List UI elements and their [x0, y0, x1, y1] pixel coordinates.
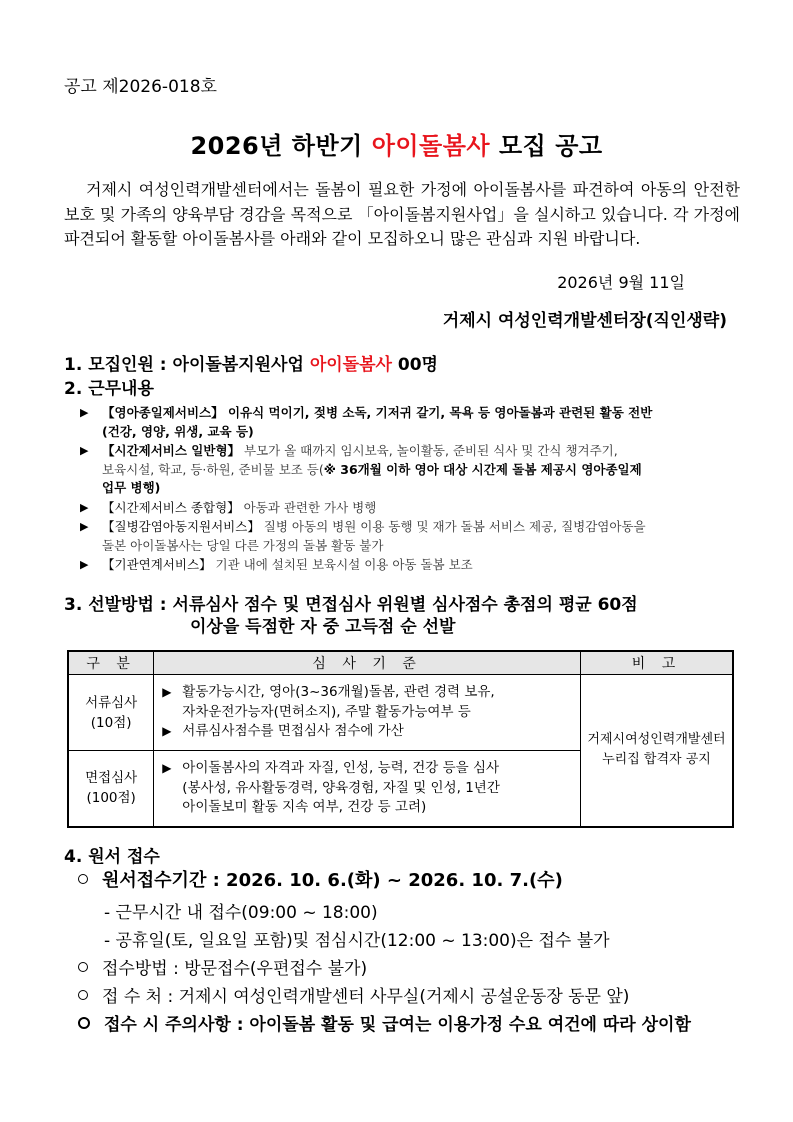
duty-tag: 【질병감염아동지원서비스】	[102, 519, 260, 534]
duty-text: 돌본 아이돌봄사는 당일 다른 가정의 돌봄 활동 불가	[102, 537, 384, 553]
application-sub: - 근무시간 내 접수(09:00 ~ 18:00)	[104, 903, 378, 923]
application-details	[64, 866, 744, 1046]
intro-text: 거제시 여성인력개발센터에서는 돌봄이 필요한 가정에 아이돌봄사를 파견하여 아동의 안전한 보호 및 가족의 양육부담 경감을 목적으로 「아이돌봄지원사업」을 실시하고 있습니다. 각 가정에 파견되어 활동할 아이돌봄사를 아래와 같이 모집하오니 많은 관심과 지원 바랍니다.	[64, 180, 740, 248]
circle-bullet-icon	[78, 1017, 90, 1029]
notice-number: 공고 제2026-018호	[64, 77, 217, 97]
application-place	[78, 982, 629, 1007]
application-sub: - 공휴일(토, 일요일 포함)및 점심시간(12:00 ~ 13:00)은 접수 불가	[104, 931, 610, 951]
arrow-right-triangle-icon: ▶	[162, 761, 172, 775]
table-header: 심 사 기 준	[154, 651, 581, 675]
criteria-item	[162, 722, 572, 742]
arrow-right-triangle-icon: ▶	[80, 558, 89, 571]
circle-bullet-icon	[78, 990, 88, 1000]
note-text: 거제시여성인력개발센터	[587, 732, 726, 748]
section-1-highlight: 아이돌봄사	[309, 355, 392, 375]
table-header-row	[68, 651, 733, 675]
note-text: 누리집 합격자 공지	[602, 752, 711, 768]
category-label: 서류심사	[85, 694, 138, 711]
duty-item	[80, 442, 740, 498]
duty-text: 기관 내에 설치된 보육시설 이용 아동 돌봄 보조	[211, 557, 473, 572]
circle-bullet-icon	[78, 962, 88, 972]
period-text: 원서접수기간 : 2026. 10. 6.(화) ~ 2026. 10. 7.(수)	[102, 870, 563, 891]
section-3-heading: 3. 선발방법 : 서류심사 점수 및 면접심사 위원별 심사점수 총점의 평균 60점	[64, 595, 638, 615]
table-header: 비 고	[580, 651, 733, 675]
table-row	[68, 675, 733, 751]
duty-tag: 【시간제서비스 종합형】	[102, 499, 240, 515]
criteria-text: (봉사성, 유사활동경력, 양육경험, 자질 및 인성, 1년간	[182, 779, 500, 796]
title-suffix: 모집 공고	[490, 132, 603, 160]
duty-item	[80, 404, 740, 441]
table-cell-criteria	[154, 675, 581, 751]
table-cell-criteria	[154, 751, 581, 827]
duty-text: 보육시설, 학교, 등·하원, 준비물 보조 등(	[102, 461, 324, 477]
arrow-right-triangle-icon: ▶	[80, 500, 89, 514]
section-1-recruit-count	[64, 350, 438, 375]
title-highlight: 아이돌봄사	[371, 132, 491, 160]
circle-bullet-icon	[78, 874, 88, 884]
duty-item	[80, 499, 740, 518]
signer: 거제시 여성인력개발센터장(직인생략)	[442, 311, 727, 331]
table-cell-category	[68, 675, 154, 751]
application-period	[78, 866, 563, 892]
duty-note: 업무 병행)	[102, 480, 161, 495]
criteria-text: 아이돌보미 활동 지속 여부, 건강 등 고려)	[182, 799, 427, 815]
method-text: 접수방법 : 방문접수(우편접수 불가)	[102, 959, 368, 979]
criteria-item	[162, 683, 572, 722]
table-header: 구 분	[68, 651, 154, 675]
arrow-right-triangle-icon: ▶	[162, 685, 172, 700]
duty-note: ※ 36개월 이하 영아 대상 시간제 돌봄 제공시 영아종일제	[323, 461, 642, 477]
duty-tag: 【시간제서비스 일반형】	[102, 443, 241, 458]
notice-date: 2026년 9월 11일	[557, 273, 685, 292]
duty-tag: 【영아종일제서비스】	[102, 405, 224, 420]
caution-text: 접수 시 주의사항 : 아이돌봄 활동 및 급여는 이용가정 수요 여건에 따라 상이함	[104, 1015, 691, 1035]
category-label: 면접심사	[85, 770, 138, 787]
application-caution	[78, 1010, 691, 1035]
section-1-suffix: 00명	[391, 355, 438, 375]
section-4-heading: 4. 원서 접수	[64, 847, 160, 867]
section-1-prefix: 1. 모집인원 : 아이돌봄지원사업	[64, 355, 310, 375]
category-points: (10점)	[90, 714, 132, 731]
title-prefix: 2026년 하반기	[190, 132, 372, 160]
duty-list	[80, 404, 740, 576]
category-points: (100점)	[86, 790, 136, 807]
arrow-right-triangle-icon: ▶	[162, 724, 172, 739]
criteria-text: 아이돌봄사의 자격과 자질, 인성, 능력, 건강 등을 심사	[182, 760, 500, 776]
duty-text: 아동과 관련한 가사 병행	[239, 499, 377, 515]
intro-paragraph	[64, 178, 740, 252]
criteria-item	[162, 759, 572, 818]
duty-text: 질병 아동의 병원 이용 동행 및 재가 돌봄 서비스 제공, 질병감염아동을	[259, 519, 646, 534]
duty-item	[80, 518, 740, 555]
section-2-heading: 2. 근무내용	[64, 379, 154, 399]
table-cell-note	[580, 675, 733, 827]
duty-text: 이유식 먹이기, 젖병 소독, 기저귀 갈기, 목욕 등 영아돌봄과 관련된 활동 전반	[223, 405, 653, 420]
arrow-right-triangle-icon: ▶	[80, 444, 89, 457]
place-text: 접 수 처 : 거제시 여성인력개발센터 사무실(거제시 공설운동장 동문 앞)	[102, 987, 630, 1007]
page-title	[0, 126, 793, 161]
table-cell-category	[68, 751, 154, 827]
selection-criteria-table	[67, 650, 734, 828]
criteria-text: 서류심사점수를 면접심사 점수에 가산	[182, 723, 404, 740]
application-method	[78, 954, 367, 979]
arrow-right-triangle-icon: ▶	[80, 520, 89, 533]
duty-text: (건강, 영양, 위생, 교육 등)	[102, 423, 254, 439]
section-3-heading-cont: 이상을 득점한 자 중 고득점 순 선발	[190, 617, 456, 637]
duty-tag: 【기관연계서비스】	[102, 557, 212, 572]
criteria-text: 활동가능시간, 영아(3~36개월)돌봄, 관련 경력 보유,	[182, 684, 495, 701]
duty-text: 부모가 올 때까지 임시보육, 놀이활동, 준비된 식사 및 간식 챙겨주기,	[240, 443, 618, 458]
arrow-right-triangle-icon: ▶	[80, 406, 89, 419]
criteria-text: 자차운전가능자(면허소지), 주말 활동가능여부 등	[182, 703, 471, 720]
duty-item	[80, 556, 740, 575]
